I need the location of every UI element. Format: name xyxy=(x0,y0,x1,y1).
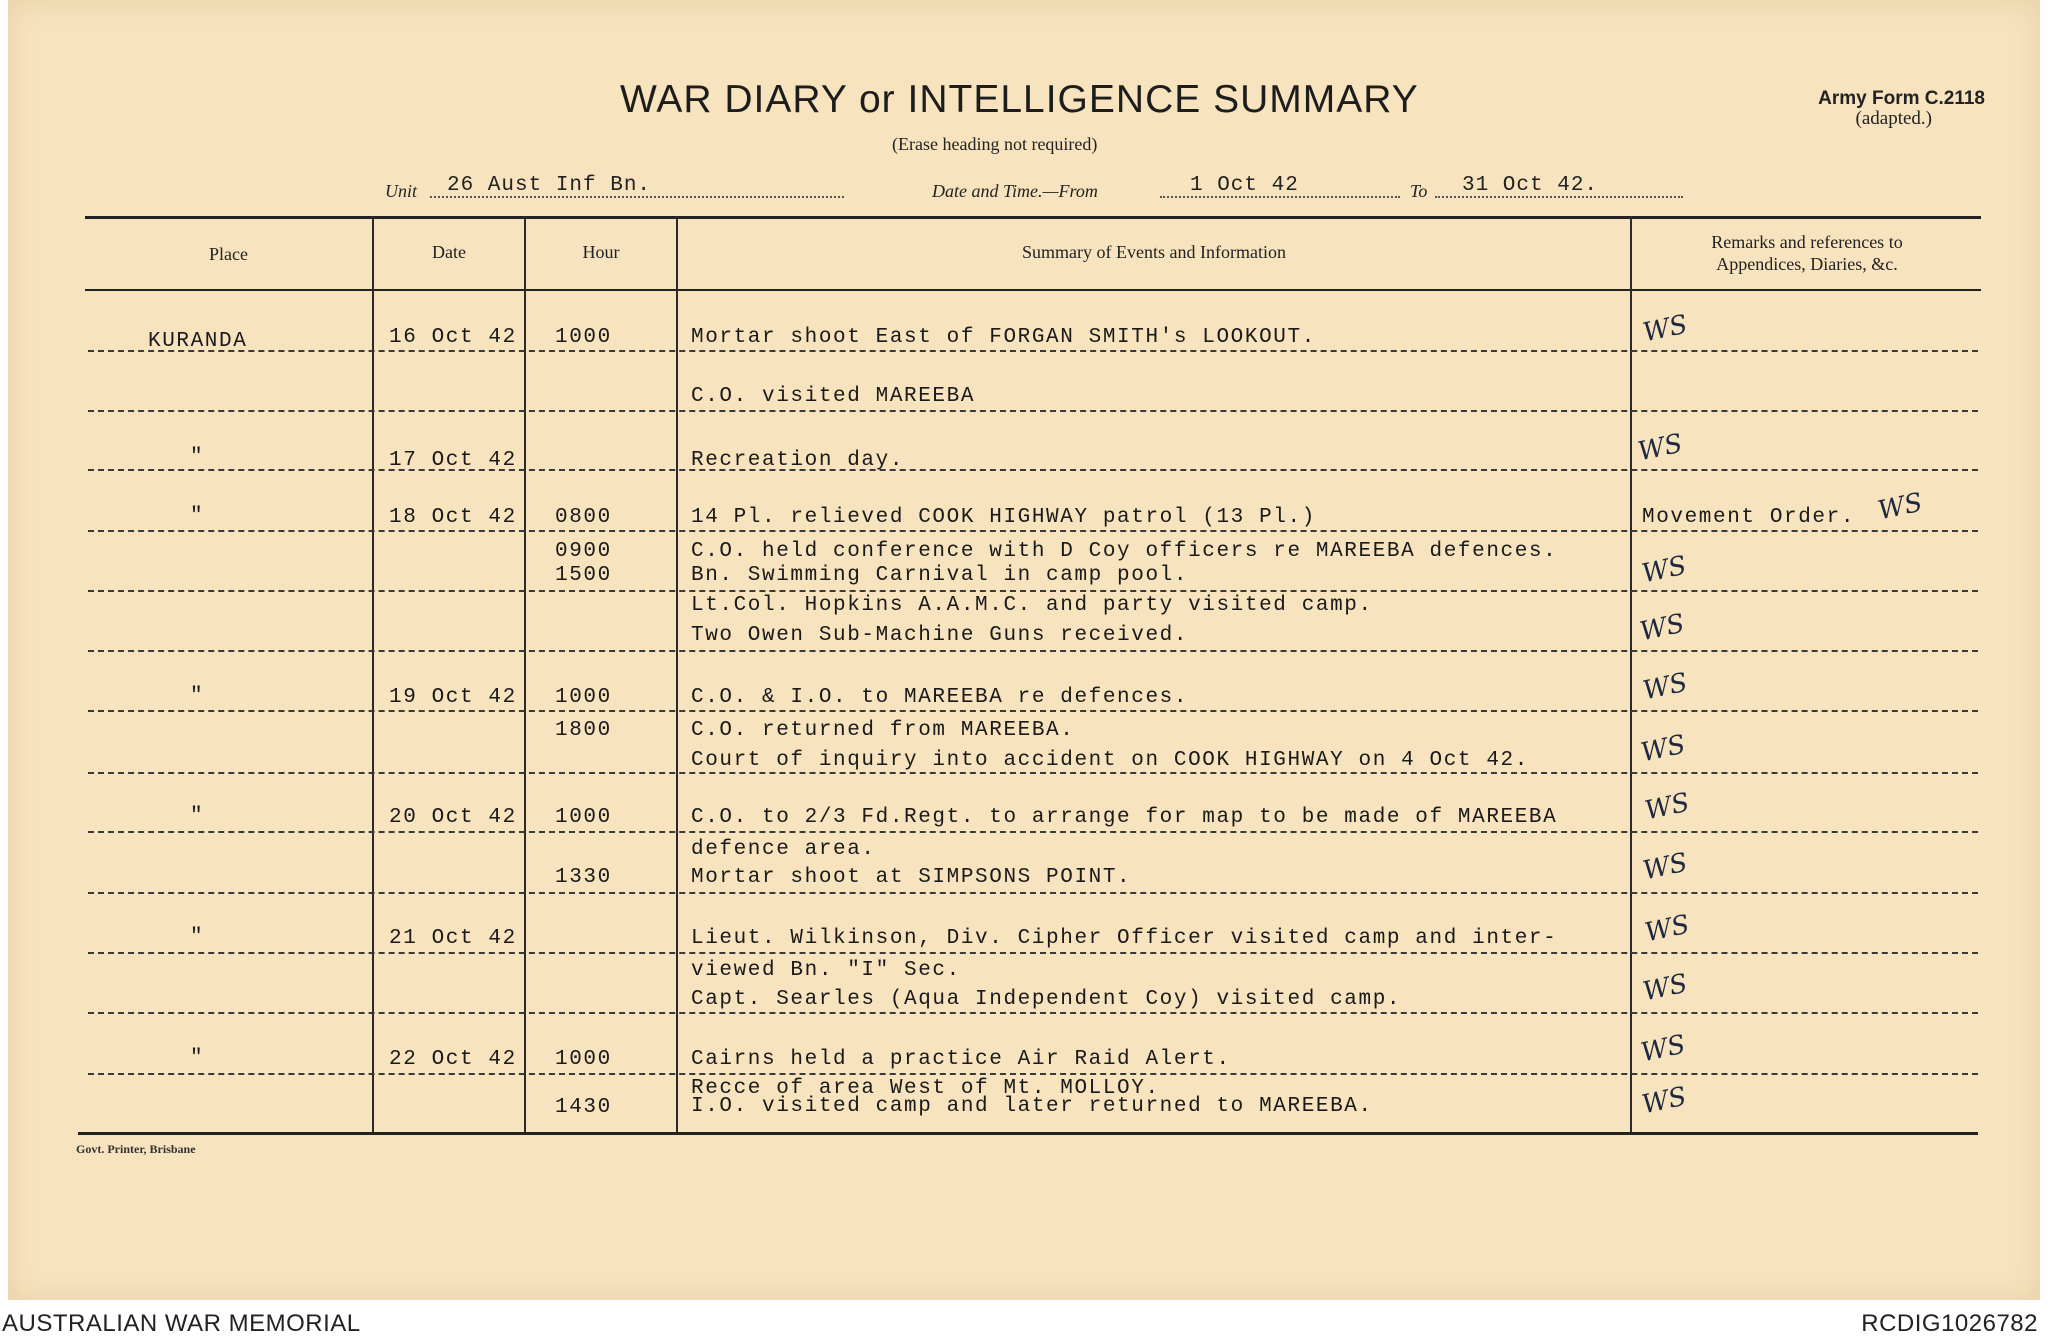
column-divider xyxy=(676,216,678,1132)
row-rule xyxy=(88,650,1978,652)
remarks-header-line2: Appendices, Diaries, &c. xyxy=(1716,254,1898,274)
date-to-value: 31 Oct 42. xyxy=(1462,174,1599,197)
entry-place: " xyxy=(190,446,205,469)
entry-place: " xyxy=(190,805,205,828)
entry-summary: Lt.Col. Hopkins A.A.M.C. and party visited camp. xyxy=(691,594,1373,617)
entry-summary: Recce of area West of Mt. MOLLOY. xyxy=(691,1077,1160,1100)
entry-summary: C.O. held conference with D Coy officers re MAREEBA defences. xyxy=(691,540,1558,563)
entry-hour: 1430 xyxy=(555,1096,612,1119)
table-header-rule xyxy=(85,289,1981,291)
entry-summary: Recreation day. xyxy=(691,449,905,472)
entry-hour: 1000 xyxy=(555,326,612,349)
initials-signature: WS xyxy=(1637,608,1688,648)
initials-signature: WS xyxy=(1642,909,1693,949)
entry-place: KURANDA xyxy=(148,330,248,353)
entry-hour: 1500 xyxy=(555,564,612,587)
form-code: Army Form C.2118 xyxy=(1818,88,1985,109)
entry-place: " xyxy=(190,926,205,949)
entry-hour: 0800 xyxy=(555,506,612,529)
unit-value: 26 Aust Inf Bn. xyxy=(447,174,652,197)
entry-summary: viewed Bn. "I" Sec. xyxy=(691,959,961,982)
row-rule xyxy=(88,410,1978,412)
entry-remark: Movement Order. xyxy=(1642,506,1856,529)
table-bottom-rule xyxy=(78,1132,1978,1135)
entry-date: 19 Oct 42 xyxy=(389,686,517,709)
entry-hour: 1330 xyxy=(555,866,612,889)
entry-summary: C.O. & I.O. to MAREEBA re defences. xyxy=(691,686,1189,709)
entry-hour: 1000 xyxy=(555,1048,612,1071)
initials-signature: WS xyxy=(1639,550,1690,590)
archive-source: AUSTRALIAN WAR MEMORIAL xyxy=(2,1310,361,1337)
row-rule xyxy=(88,1073,1978,1075)
entry-hour: 1000 xyxy=(555,686,612,709)
initials-signature: WS xyxy=(1638,1029,1689,1069)
row-rule xyxy=(88,710,1978,712)
entry-place: " xyxy=(190,1047,205,1070)
row-rule xyxy=(88,469,1978,471)
document-subtitle: (Erase heading not required) xyxy=(892,134,1098,154)
to-label: To xyxy=(1410,181,1428,201)
entry-summary: 14 Pl. relieved COOK HIGHWAY patrol (13 Pl.) xyxy=(691,506,1316,529)
initials-signature: WS xyxy=(1642,787,1693,827)
entry-hour: 1800 xyxy=(555,719,612,742)
initials-signature: WS xyxy=(1875,487,1926,527)
entry-date: 20 Oct 42 xyxy=(389,806,517,829)
initials-signature: WS xyxy=(1639,1081,1690,1121)
entry-date: 16 Oct 42 xyxy=(389,326,517,349)
row-rule xyxy=(88,350,1978,352)
initials-signature: WS xyxy=(1640,667,1691,707)
entry-place: " xyxy=(190,685,205,708)
entry-summary: Court of inquiry into accident on COOK HIGHWAY on 4 Oct 42. xyxy=(691,749,1529,772)
entry-summary: Bn. Swimming Carnival in camp pool. xyxy=(691,564,1189,587)
entry-summary: C.O. to 2/3 Fd.Regt. to arrange for map to be made of MAREEBA xyxy=(691,806,1558,829)
entry-summary: Mortar shoot at SIMPSONS POINT. xyxy=(691,866,1132,889)
entry-summary: Capt. Searles (Aqua Independent Coy) visited camp. xyxy=(691,988,1402,1011)
entry-summary: Lieut. Wilkinson, Div. Cipher Officer visited camp and inter- xyxy=(691,927,1558,950)
entry-summary: Two Owen Sub-Machine Guns received. xyxy=(691,624,1189,647)
entry-summary: Cairns held a practice Air Raid Alert. xyxy=(691,1048,1231,1071)
entry-place: " xyxy=(190,505,205,528)
row-rule xyxy=(88,1012,1978,1014)
archive-record-id: RCDIG1026782 xyxy=(1861,1310,2038,1337)
entry-date: 22 Oct 42 xyxy=(389,1048,517,1071)
entry-summary: I.O. visited camp and later returned to MAREEBA. xyxy=(691,1095,1373,1118)
initials-signature: WS xyxy=(1640,309,1691,349)
form-adapted: (adapted.) xyxy=(1855,108,1932,129)
column-divider xyxy=(1630,216,1632,1132)
entry-hour: 1000 xyxy=(555,806,612,829)
initials-signature: WS xyxy=(1635,428,1686,468)
column-header-hour: Hour xyxy=(582,242,620,262)
column-header-summary: Summary of Events and Information xyxy=(1022,242,1286,262)
row-rule xyxy=(88,952,1978,954)
table-top-rule xyxy=(85,216,1981,219)
entry-summary: C.O. returned from MAREEBA. xyxy=(691,719,1075,742)
date-from-dotline xyxy=(1160,196,1400,198)
row-rule xyxy=(88,772,1978,774)
row-rule xyxy=(88,831,1978,833)
entry-date: 18 Oct 42 xyxy=(389,506,517,529)
date-from-value: 1 Oct 42 xyxy=(1190,174,1299,197)
entry-summary: defence area. xyxy=(691,838,876,861)
row-rule xyxy=(88,530,1978,532)
entry-date: 17 Oct 42 xyxy=(389,449,517,472)
unit-dotline xyxy=(430,196,844,198)
unit-label: Unit xyxy=(385,181,418,201)
column-divider xyxy=(372,216,374,1132)
printer-imprint: Govt. Printer, Brisbane xyxy=(76,1142,196,1156)
entry-date: 21 Oct 42 xyxy=(389,927,517,950)
column-divider xyxy=(524,216,526,1132)
remarks-header-line1: Remarks and references to xyxy=(1711,232,1903,252)
date-label: Date and Time.—From xyxy=(932,181,1098,201)
row-rule xyxy=(88,590,1978,592)
entry-summary: C.O. visited MAREEBA xyxy=(691,385,976,408)
column-header-date: Date xyxy=(432,242,466,262)
column-header-place: Place xyxy=(209,244,248,264)
entry-hour: 0900 xyxy=(555,540,612,563)
document-title: WAR DIARY or INTELLIGENCE SUMMARY xyxy=(620,78,1419,121)
row-rule xyxy=(88,892,1978,894)
initials-signature: WS xyxy=(1640,968,1691,1008)
entry-summary: Mortar shoot East of FORGAN SMITH's LOOKOUT. xyxy=(691,326,1316,349)
initials-signature: WS xyxy=(1638,729,1689,769)
initials-signature: WS xyxy=(1640,847,1691,887)
column-header-remarks xyxy=(1632,231,1982,275)
date-to-dotline xyxy=(1435,196,1683,198)
